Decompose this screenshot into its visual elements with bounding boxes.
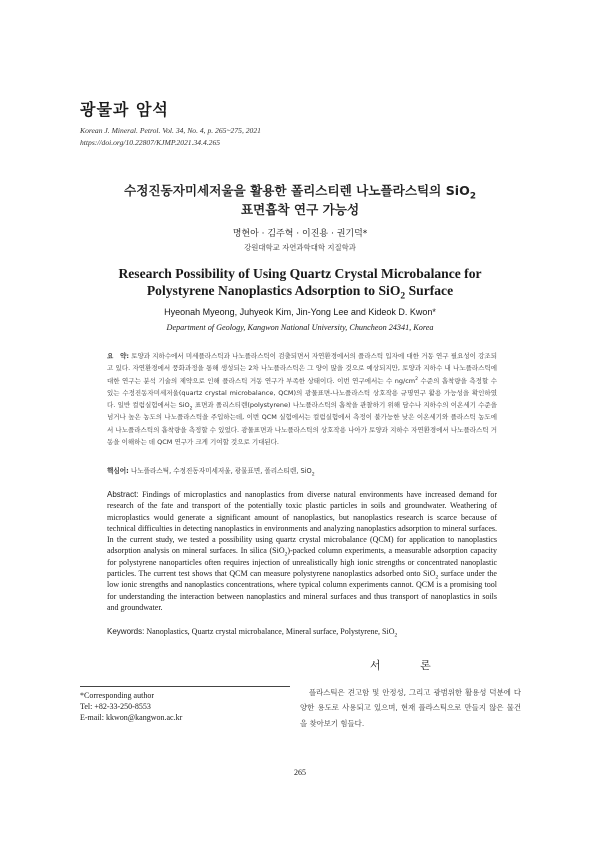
corresponding-author-footnote — [80, 690, 182, 723]
authors-ko: 명현아 · 김주혁 · 이진용 · 권기덕* — [232, 229, 368, 239]
journal-title-ko: 광물과 암석 — [80, 100, 169, 119]
affiliation-en: Department of Geology, Kangwon National University, Chuncheon 24341, Korea — [166, 323, 434, 332]
abstract-en-label: Abstract: — [107, 490, 139, 499]
affiliation-ko: 강원대학교 자연과학대학 지질학과 — [244, 243, 356, 252]
abstract-ko-label: 요 약: — [107, 352, 129, 360]
citation: Korean J. Mineral. Petrol. Vol. 34, No. 4, p. 265~275, 2021 — [80, 126, 261, 135]
keywords-en: Keywords: Nanoplastics, Quartz crystal microbalance, Mineral surface, Polystyrene, SiO$_2$ — [107, 627, 398, 639]
footnote-tel: Tel: +82-33-250-8553 — [80, 702, 151, 711]
keywords-ko-label: 핵심어: — [107, 467, 129, 475]
abstract-ko: 요 약: 토양과 지하수에서 미세플라스틱과 나노플라스틱이 검출되면서 자연환경에서의 플라스틱 입자에 대한 거동 연구 필요성이 강조되고 있다. 자연환경에서 풍화과정을 통해 생성되는 2차 나노플라스틱은 그 양이 많을 것으로 예상되지만, 토양과 지하수 내 나노플라스틱에 대한 연구는 분석 기술의 제약으로 인해 플라스틱 거동 연구가 부족한 상태이다. 이번 연구에서는 수 $ng/cm^2$ 수준의 흡착량을 측정할 수 있는 수정진동자미세저울(quartz crystal microbalance, QCM)의 광물표면-나노플라스틱 상호작용 규명연구 활용 가능성을 확인하였다. 일반 컬럼실험에서는 SiO$_2$ 표면과 폴리스티렌(polystyrene) 나노플라스틱의 흡착을 관찰하기 위해 담수나 지하수의 이온세기 수준을 넘거나 높은 농도의 나노플라스틱을 주입하는데, 이번 QCM 실험에서는 컬럼실험에서 측정이 불가능한 낮은 이온세기와 플라스틱 농도에서 나노플라스틱의 흡착량을 측정할 수 있었다. 광물표면과 나노플라스틱의 상호작용 나아가 토양과 지하수 자연환경에서 나노플라스틱 거동을 이해하는 데 QCM 연구가 크게 기여할 것으로 기대된다. — [107, 352, 497, 447]
doi-link[interactable]: https://doi.org/10.22807/KJMP.2021.34.4.265 — [80, 138, 221, 147]
section-heading-intro: 서 론 — [370, 659, 449, 672]
abstract-en: Abstract: Findings of microplastics and nanoplastics from diverse natural environments have increased demand for research of the fate and transport of the potentially toxic plastic particles in soils and groundwater. Weathering of microplastics would generate a significant amount of nanoplastics, but nanoplastics research is scarce because of technical difficulties in detecting nanoplastics in environments and analyzing nanoplastics adsorption to mineral surfaces. In the current study, we tested a possibility using quartz crystal microbalance (QCM) for application to nanoplastics adsorption analysis on mineral surfaces. In silica (SiO$_2$)-packed column experiments, a measurable adsorption capacity for polystyrene nanoparticles often requires injection of unrealistically high ionic strengths or concentrated nanoplastic particles. The current test shows that QCM can measure polystyrene nanoplastics adsorbed onto SiO$_2$ surface under the low ionic strengths and nanoplastics concentrations, where typical column experiments cannot. QCM is a promising tool for understanding the interaction between nanoplastics and mineral surfaces and thus transport of nanoplastics in soils and groundwater. — [107, 490, 497, 612]
paper-title-ko-line1: 수정진동자미세저울을 활용한 폴리스티렌 나노플라스틱의 SiO$_2$ — [124, 183, 476, 202]
paper-title-ko-line2: 표면흡착 연구 가능성 — [240, 202, 360, 217]
paper-title-en-line2: Polystyrene Nanoplastics Adsorption to SiO$_2$ Surface — [146, 283, 454, 302]
footnote-line: *Corresponding author — [80, 691, 154, 700]
authors-en: Hyeonah Myeong, Juhyeok Kim, Jin-Yong Lee and Kideok D. Kwon* — [164, 307, 436, 317]
page-number: 265 — [294, 768, 306, 777]
paper-title-en-line1: Research Possibility of Using Quartz Crystal Microbalance for — [118, 266, 482, 281]
footnote-divider — [80, 686, 290, 687]
intro-paragraph: 플라스틱은 견고함 및 안정성, 그리고 광범위한 활용성 덕분에 다양한 용도로 사용되고 있으며, 현재 플라스틱으로 만들지 않은 물건을 찾아보기 힘들다. — [300, 688, 521, 728]
footnote-email[interactable]: E-mail: kkwon@kangwon.ac.kr — [80, 713, 183, 722]
keywords-ko: 핵심어: 나노플라스틱, 수정진동자미세저울, 광물표면, 폴리스티렌, SiO$_2$ — [107, 467, 315, 478]
keywords-en-label: Keywords: — [107, 627, 145, 636]
